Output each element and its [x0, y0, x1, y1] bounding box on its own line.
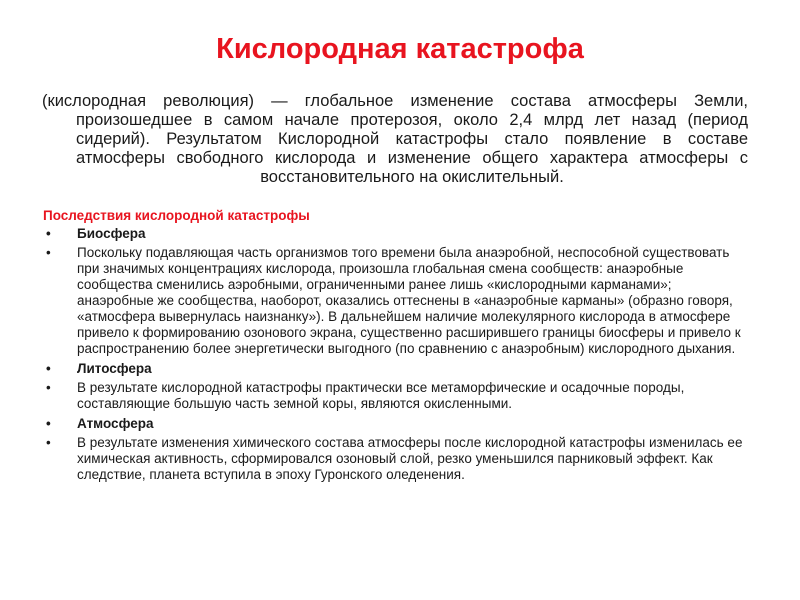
- list-item-text: В результате изменения химического состава атмосферы после кислородной катастрофы изменилась ее химическая активность, сформировался озоновый слой, резко уменьшился парниковый эффект. Как следствие, планета вступила в эпоху Гуронского оледенения.: [77, 435, 743, 482]
- list-item-text: В результате кислородной катастрофы практически все метаморфические и осадочные породы, составляющие большую часть земной коры, являются окисленными.: [77, 380, 685, 411]
- list-item-biosphere: [46, 226, 751, 242]
- list-item-text: Атмосфера: [77, 416, 154, 431]
- list-item-text: Литосфера: [77, 361, 152, 376]
- list-item-lithosphere: [46, 361, 751, 377]
- consequences-heading: Последствия кислородной катастрофы: [43, 208, 310, 223]
- intro-paragraph: (кислородная революция) — глобальное изменение состава атмосферы Земли, произошедшее в самом начале протерозоя, около 2,4 млрд лет назад (период сидерий). Результатом Кислородной катастрофы стало появление в составе атмосферы свободного кислорода и изменение общего характера атмосферы с восстановительного на окислительный.: [42, 92, 748, 186]
- bullet-icon: •: [46, 245, 51, 260]
- consequences-list: [46, 226, 751, 483]
- list-item-atmosphere: [46, 416, 751, 432]
- list-item-biosphere-text: [46, 245, 751, 357]
- bullet-icon: •: [46, 380, 51, 395]
- slide-title: Кислородная катастрофа: [216, 33, 584, 65]
- bullet-icon: •: [46, 361, 51, 376]
- list-item-text: Поскольку подавляющая часть организмов того времени была анаэробной, неспособной существовать при значимых концентрациях кислорода, произошла глобальная смена сообществ: анаэробные сообщества сменились аэробными, ограниченными ранее лишь «кислородными карманами»; анаэробные же сообщества, наоборот, оказались оттеснены в «анаэробные карманы» (образно говоря, «атмосфера вывернулась наизнанку»). В дальнейшем наличие молекулярного кислорода в атмосфере привело к формированию озонового экрана, существенно расширившего границы биосферы и привело к распространению более энергетически выгодного (по сравнению с анаэробным) кислородного дыхания.: [77, 245, 741, 356]
- bullet-icon: •: [46, 226, 51, 241]
- list-item-text: Биосфера: [77, 226, 146, 241]
- list-item-lithosphere-text: [46, 380, 751, 412]
- bullet-icon: •: [46, 435, 51, 450]
- list-item-atmosphere-text: [46, 435, 751, 483]
- bullet-icon: •: [46, 416, 51, 431]
